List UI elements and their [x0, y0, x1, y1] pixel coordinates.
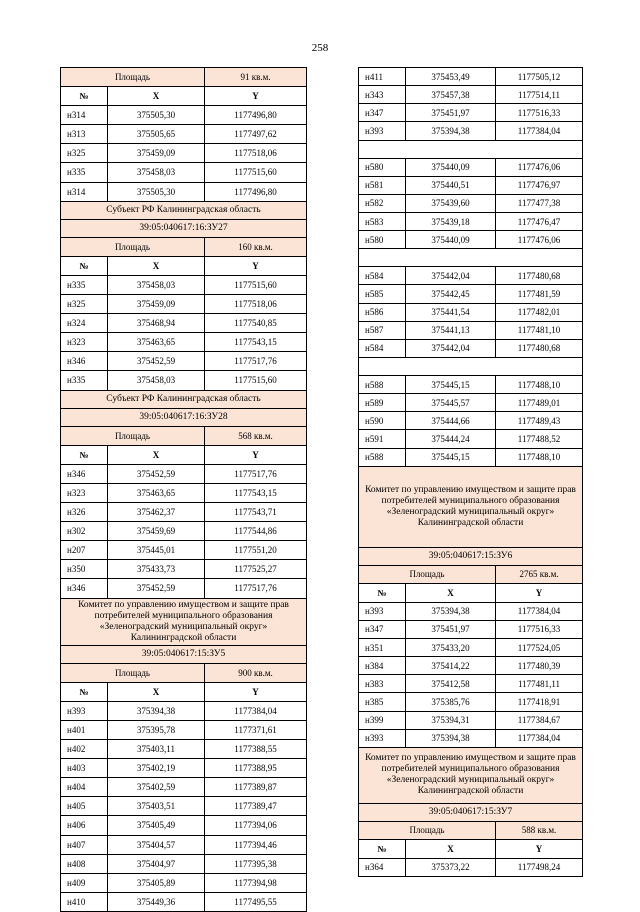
blank-separator-row: [359, 141, 583, 159]
y-coordinate: 1177477,38: [496, 195, 583, 212]
y-coordinate: 1177524,05: [496, 639, 583, 656]
header-x: X: [406, 840, 496, 858]
header-y: Y: [205, 87, 307, 105]
x-coordinate: 375439,60: [406, 195, 496, 212]
y-coordinate: 1177384,04: [496, 730, 583, 747]
table-row: [359, 639, 583, 657]
cadastral-number: 39:05:040617:15:ЗУ6: [359, 548, 583, 565]
x-coordinate: 375458,03: [108, 163, 205, 181]
x-coordinate: 375404,57: [108, 836, 205, 854]
table-row: [359, 68, 583, 86]
table-row: [359, 122, 583, 140]
point-id: н588: [359, 376, 406, 393]
x-coordinate: 375403,51: [108, 797, 205, 815]
y-coordinate: 1177515,60: [205, 163, 307, 181]
y-coordinate: 1177476,06: [496, 159, 583, 176]
blank-cell: [359, 358, 583, 375]
table-header-row: [359, 840, 583, 859]
x-coordinate: 375394,38: [406, 603, 496, 620]
x-coordinate: 375412,58: [406, 675, 496, 692]
y-coordinate: 1177481,11: [496, 675, 583, 692]
point-id: н314: [61, 183, 108, 201]
table-row: [61, 816, 307, 835]
y-coordinate: 1177518,06: [205, 295, 307, 313]
point-id: н582: [359, 195, 406, 212]
owner-organization-row: [359, 748, 583, 804]
blank-cell: [359, 141, 583, 158]
area-value: 160 кв.м.: [205, 238, 307, 256]
point-id: н591: [359, 430, 406, 447]
point-id: н584: [359, 267, 406, 284]
table-row: [359, 304, 583, 322]
x-coordinate: 375459,09: [108, 295, 205, 313]
point-id: н402: [61, 740, 108, 758]
table-row: [61, 352, 307, 371]
cadastral-number: 39:05:040617:15:ЗУ7: [359, 804, 583, 821]
x-coordinate: 375452,59: [108, 352, 205, 370]
table-row: [61, 522, 307, 541]
table-row: [359, 231, 583, 249]
owner-organization: Комитет по управлению имуществом и защите прав потребителей муниципального образования «Зеленоградский муниципальный округ» Калининградской области: [359, 467, 583, 547]
point-id: н350: [61, 560, 108, 578]
y-coordinate: 1177551,20: [205, 541, 307, 559]
point-id: н411: [359, 68, 406, 85]
x-coordinate: 375442,04: [406, 340, 496, 357]
table-row: [61, 465, 307, 484]
x-coordinate: 375441,13: [406, 322, 496, 339]
x-coordinate: 375505,30: [108, 106, 205, 124]
x-coordinate: 375402,59: [108, 778, 205, 796]
table-header-row: [61, 87, 307, 106]
point-id: н335: [61, 276, 108, 294]
x-coordinate: 375442,45: [406, 285, 496, 302]
y-coordinate: 1177488,10: [496, 449, 583, 466]
y-coordinate: 1177489,01: [496, 394, 583, 411]
y-coordinate: 1177384,67: [496, 712, 583, 729]
y-coordinate: 1177481,10: [496, 322, 583, 339]
y-coordinate: 1177476,97: [496, 177, 583, 194]
point-id: н384: [359, 657, 406, 674]
y-coordinate: 1177518,06: [205, 144, 307, 162]
cadastral-number-row: [61, 409, 307, 427]
area-label: Площадь: [61, 238, 205, 256]
y-coordinate: 1177371,61: [205, 721, 307, 739]
table-row: [61, 855, 307, 874]
y-coordinate: 1177388,55: [205, 740, 307, 758]
cadastral-number-row: [359, 548, 583, 566]
y-coordinate: 1177517,76: [205, 352, 307, 370]
y-coordinate: 1177517,76: [205, 465, 307, 483]
point-id: н410: [61, 893, 108, 911]
y-coordinate: 1177505,12: [496, 68, 583, 85]
x-coordinate: 375433,20: [406, 639, 496, 656]
x-coordinate: 375414,22: [406, 657, 496, 674]
y-coordinate: 1177543,15: [205, 484, 307, 502]
area-label: Площадь: [61, 68, 205, 86]
point-id: н393: [359, 122, 406, 139]
point-id: н323: [61, 484, 108, 502]
area-value: 588 кв.м.: [496, 822, 583, 839]
point-id: н323: [61, 333, 108, 351]
table-row: [61, 541, 307, 560]
y-coordinate: 1177488,52: [496, 430, 583, 447]
y-coordinate: 1177498,24: [496, 859, 583, 876]
x-coordinate: 375457,38: [406, 86, 496, 103]
table-row: [61, 183, 307, 202]
table-row: [61, 778, 307, 797]
area-value: 568 кв.м.: [205, 427, 307, 445]
page-number: 258: [311, 42, 329, 54]
table-row: [61, 125, 307, 144]
table-row: [359, 159, 583, 177]
point-id: н393: [359, 603, 406, 620]
table-row: [61, 295, 307, 314]
area-label: Площадь: [61, 664, 205, 682]
owner-organization-row: [359, 467, 583, 548]
point-id: н588: [359, 449, 406, 466]
header-x: X: [108, 446, 205, 464]
area-row: [61, 238, 307, 257]
blank-cell: [359, 249, 583, 266]
point-id: н313: [61, 125, 108, 143]
table-row: [61, 333, 307, 352]
table-row: [61, 503, 307, 522]
header-x: X: [108, 87, 205, 105]
point-id: н393: [359, 730, 406, 747]
header-number: №: [61, 446, 108, 464]
y-coordinate: 1177389,87: [205, 778, 307, 796]
table-row: [359, 412, 583, 430]
table-row: [61, 144, 307, 163]
point-id: н393: [61, 702, 108, 720]
x-coordinate: 375403,11: [108, 740, 205, 758]
area-label: Площадь: [61, 427, 205, 445]
y-coordinate: 1177489,43: [496, 412, 583, 429]
point-id: н403: [61, 759, 108, 777]
y-coordinate: 1177389,47: [205, 797, 307, 815]
area-row: [61, 68, 307, 87]
x-coordinate: 375458,03: [108, 371, 205, 389]
table-row: [359, 603, 583, 621]
x-coordinate: 375463,65: [108, 333, 205, 351]
point-id: н385: [359, 693, 406, 710]
point-id: н586: [359, 304, 406, 321]
header-y: Y: [205, 257, 307, 275]
blank-separator-row: [359, 358, 583, 376]
table-row: [61, 702, 307, 721]
cadastral-number: 39:05:040617:16:ЗУ27: [61, 220, 307, 237]
x-coordinate: 375505,30: [108, 183, 205, 201]
y-coordinate: 1177515,60: [205, 371, 307, 389]
table-row: [359, 86, 583, 104]
table-row: [359, 213, 583, 231]
left-coordinates-table: [60, 67, 307, 912]
x-coordinate: 375459,69: [108, 522, 205, 540]
table-row: [359, 657, 583, 675]
subject-row: [61, 202, 307, 220]
y-coordinate: 1177482,01: [496, 304, 583, 321]
table-row: [359, 104, 583, 122]
x-coordinate: 375395,78: [108, 721, 205, 739]
y-coordinate: 1177394,98: [205, 874, 307, 892]
y-coordinate: 1177496,80: [205, 183, 307, 201]
area-label: Площадь: [359, 566, 496, 583]
table-row: [359, 859, 583, 877]
y-coordinate: 1177517,76: [205, 579, 307, 597]
header-y: Y: [496, 840, 583, 858]
y-coordinate: 1177495,55: [205, 893, 307, 911]
x-coordinate: 375394,38: [406, 730, 496, 747]
point-id: н585: [359, 285, 406, 302]
point-id: н587: [359, 322, 406, 339]
table-row: [359, 177, 583, 195]
point-id: н326: [61, 503, 108, 521]
point-id: н343: [359, 86, 406, 103]
point-id: н406: [61, 816, 108, 834]
x-coordinate: 375463,65: [108, 484, 205, 502]
table-row: [359, 376, 583, 394]
point-id: н408: [61, 855, 108, 873]
x-coordinate: 375505,65: [108, 125, 205, 143]
y-coordinate: 1177481,59: [496, 285, 583, 302]
cadastral-number: 39:05:040617:16:ЗУ28: [61, 409, 307, 426]
table-row: [61, 276, 307, 295]
x-coordinate: 375405,89: [108, 874, 205, 892]
table-row: [359, 449, 583, 467]
point-id: н335: [61, 163, 108, 181]
subject-row: [61, 391, 307, 409]
header-number: №: [61, 87, 108, 105]
header-number: №: [61, 683, 108, 701]
point-id: н351: [359, 639, 406, 656]
y-coordinate: 1177516,33: [496, 104, 583, 121]
point-id: н325: [61, 295, 108, 313]
table-row: [359, 693, 583, 711]
table-row: [359, 267, 583, 285]
header-number: №: [359, 584, 406, 602]
subject-text: Субъект РФ Калининградская область: [61, 202, 307, 219]
y-coordinate: 1177476,06: [496, 231, 583, 248]
x-coordinate: 375445,01: [108, 541, 205, 559]
point-id: н302: [61, 522, 108, 540]
area-row: [61, 664, 307, 683]
table-row: [359, 675, 583, 693]
owner-organization-row: [61, 599, 307, 646]
x-coordinate: 375444,24: [406, 430, 496, 447]
owner-organization: Комитет по управлению имуществом и защите прав потребителей муниципального образования «Зеленоградский муниципальный округ» Калининградской области: [359, 748, 583, 803]
table-row: [359, 394, 583, 412]
area-value: 900 кв.м.: [205, 664, 307, 682]
cadastral-number-row: [61, 646, 307, 664]
y-coordinate: 1177384,04: [496, 603, 583, 620]
point-id: н347: [359, 621, 406, 638]
x-coordinate: 375394,38: [108, 702, 205, 720]
y-coordinate: 1177384,04: [496, 122, 583, 139]
y-coordinate: 1177384,04: [205, 702, 307, 720]
y-coordinate: 1177543,15: [205, 333, 307, 351]
x-coordinate: 375433,73: [108, 560, 205, 578]
table-row: [61, 484, 307, 503]
y-coordinate: 1177394,46: [205, 836, 307, 854]
subject-text: Субъект РФ Калининградская область: [61, 391, 307, 408]
header-x: X: [108, 257, 205, 275]
table-row: [61, 371, 307, 390]
y-coordinate: 1177497,62: [205, 125, 307, 143]
point-id: н346: [61, 352, 108, 370]
table-row: [61, 836, 307, 855]
x-coordinate: 375462,37: [108, 503, 205, 521]
table-row: [61, 579, 307, 598]
table-row: [61, 721, 307, 740]
x-coordinate: 375442,04: [406, 267, 496, 284]
header-x: X: [108, 683, 205, 701]
x-coordinate: 375439,18: [406, 213, 496, 230]
table-header-row: [61, 446, 307, 465]
point-id: н589: [359, 394, 406, 411]
point-id: н583: [359, 213, 406, 230]
point-id: н207: [61, 541, 108, 559]
point-id: н581: [359, 177, 406, 194]
point-id: н580: [359, 159, 406, 176]
header-number: №: [61, 257, 108, 275]
x-coordinate: 375451,97: [406, 104, 496, 121]
point-id: н580: [359, 231, 406, 248]
y-coordinate: 1177418,91: [496, 693, 583, 710]
table-row: [61, 560, 307, 579]
x-coordinate: 375394,31: [406, 712, 496, 729]
x-coordinate: 375459,09: [108, 144, 205, 162]
x-coordinate: 375440,09: [406, 159, 496, 176]
point-id: н347: [359, 104, 406, 121]
table-row: [359, 712, 583, 730]
area-row: [359, 566, 583, 584]
table-row: [61, 797, 307, 816]
table-row: [359, 730, 583, 748]
blank-separator-row: [359, 249, 583, 267]
y-coordinate: 1177540,85: [205, 314, 307, 332]
x-coordinate: 375445,15: [406, 376, 496, 393]
x-coordinate: 375373,22: [406, 859, 496, 876]
table-row: [359, 285, 583, 303]
y-coordinate: 1177476,47: [496, 213, 583, 230]
area-row: [359, 822, 583, 840]
point-id: н590: [359, 412, 406, 429]
right-coordinates-table: [358, 67, 583, 877]
y-coordinate: 1177394,06: [205, 816, 307, 834]
table-row: [359, 340, 583, 358]
x-coordinate: 375468,94: [108, 314, 205, 332]
x-coordinate: 375394,38: [406, 122, 496, 139]
owner-organization: Комитет по управлению имуществом и защите прав потребителей муниципального образования «Зеленоградский муниципальный округ» Калининградской области: [61, 599, 307, 645]
y-coordinate: 1177480,68: [496, 267, 583, 284]
point-id: н325: [61, 144, 108, 162]
y-coordinate: 1177544,86: [205, 522, 307, 540]
x-coordinate: 375452,59: [108, 465, 205, 483]
table-header-row: [61, 257, 307, 276]
point-id: н346: [61, 465, 108, 483]
x-coordinate: 375458,03: [108, 276, 205, 294]
y-coordinate: 1177514,11: [496, 86, 583, 103]
point-id: н409: [61, 874, 108, 892]
x-coordinate: 375385,76: [406, 693, 496, 710]
x-coordinate: 375449,36: [108, 893, 205, 911]
area-label: Площадь: [359, 822, 496, 839]
y-coordinate: 1177516,33: [496, 621, 583, 638]
point-id: н335: [61, 371, 108, 389]
header-x: X: [406, 584, 496, 602]
x-coordinate: 375440,09: [406, 231, 496, 248]
point-id: н324: [61, 314, 108, 332]
table-row: [359, 195, 583, 213]
table-row: [359, 430, 583, 448]
y-coordinate: 1177388,95: [205, 759, 307, 777]
point-id: н401: [61, 721, 108, 739]
point-id: н364: [359, 859, 406, 876]
x-coordinate: 375445,57: [406, 394, 496, 411]
table-header-row: [61, 683, 307, 702]
x-coordinate: 375445,15: [406, 449, 496, 466]
cadastral-number-row: [61, 220, 307, 238]
point-id: н405: [61, 797, 108, 815]
x-coordinate: 375404,97: [108, 855, 205, 873]
area-value: 91 кв.м.: [205, 68, 307, 86]
table-row: [61, 893, 307, 912]
y-coordinate: 1177496,80: [205, 106, 307, 124]
y-coordinate: 1177480,39: [496, 657, 583, 674]
x-coordinate: 375452,59: [108, 579, 205, 597]
x-coordinate: 375405,49: [108, 816, 205, 834]
header-y: Y: [205, 446, 307, 464]
table-row: [61, 314, 307, 333]
y-coordinate: 1177395,38: [205, 855, 307, 873]
table-header-row: [359, 584, 583, 603]
x-coordinate: 375453,49: [406, 68, 496, 85]
area-value: 2765 кв.м.: [496, 566, 583, 583]
header-number: №: [359, 840, 406, 858]
x-coordinate: 375444,66: [406, 412, 496, 429]
table-row: [61, 106, 307, 125]
area-row: [61, 427, 307, 446]
x-coordinate: 375441,54: [406, 304, 496, 321]
header-y: Y: [496, 584, 583, 602]
point-id: н407: [61, 836, 108, 854]
point-id: н584: [359, 340, 406, 357]
cadastral-number: 39:05:040617:15:ЗУ5: [61, 646, 307, 663]
table-row: [61, 740, 307, 759]
point-id: н314: [61, 106, 108, 124]
point-id: н346: [61, 579, 108, 597]
x-coordinate: 375402,19: [108, 759, 205, 777]
x-coordinate: 375451,97: [406, 621, 496, 638]
y-coordinate: 1177488,10: [496, 376, 583, 393]
point-id: н399: [359, 712, 406, 729]
table-row: [61, 163, 307, 182]
table-row: [359, 322, 583, 340]
header-y: Y: [205, 683, 307, 701]
cadastral-number-row: [359, 804, 583, 822]
x-coordinate: 375440,51: [406, 177, 496, 194]
y-coordinate: 1177480,68: [496, 340, 583, 357]
table-row: [359, 621, 583, 639]
table-row: [61, 874, 307, 893]
point-id: н383: [359, 675, 406, 692]
y-coordinate: 1177515,60: [205, 276, 307, 294]
y-coordinate: 1177543,71: [205, 503, 307, 521]
y-coordinate: 1177525,27: [205, 560, 307, 578]
table-row: [61, 759, 307, 778]
point-id: н404: [61, 778, 108, 796]
